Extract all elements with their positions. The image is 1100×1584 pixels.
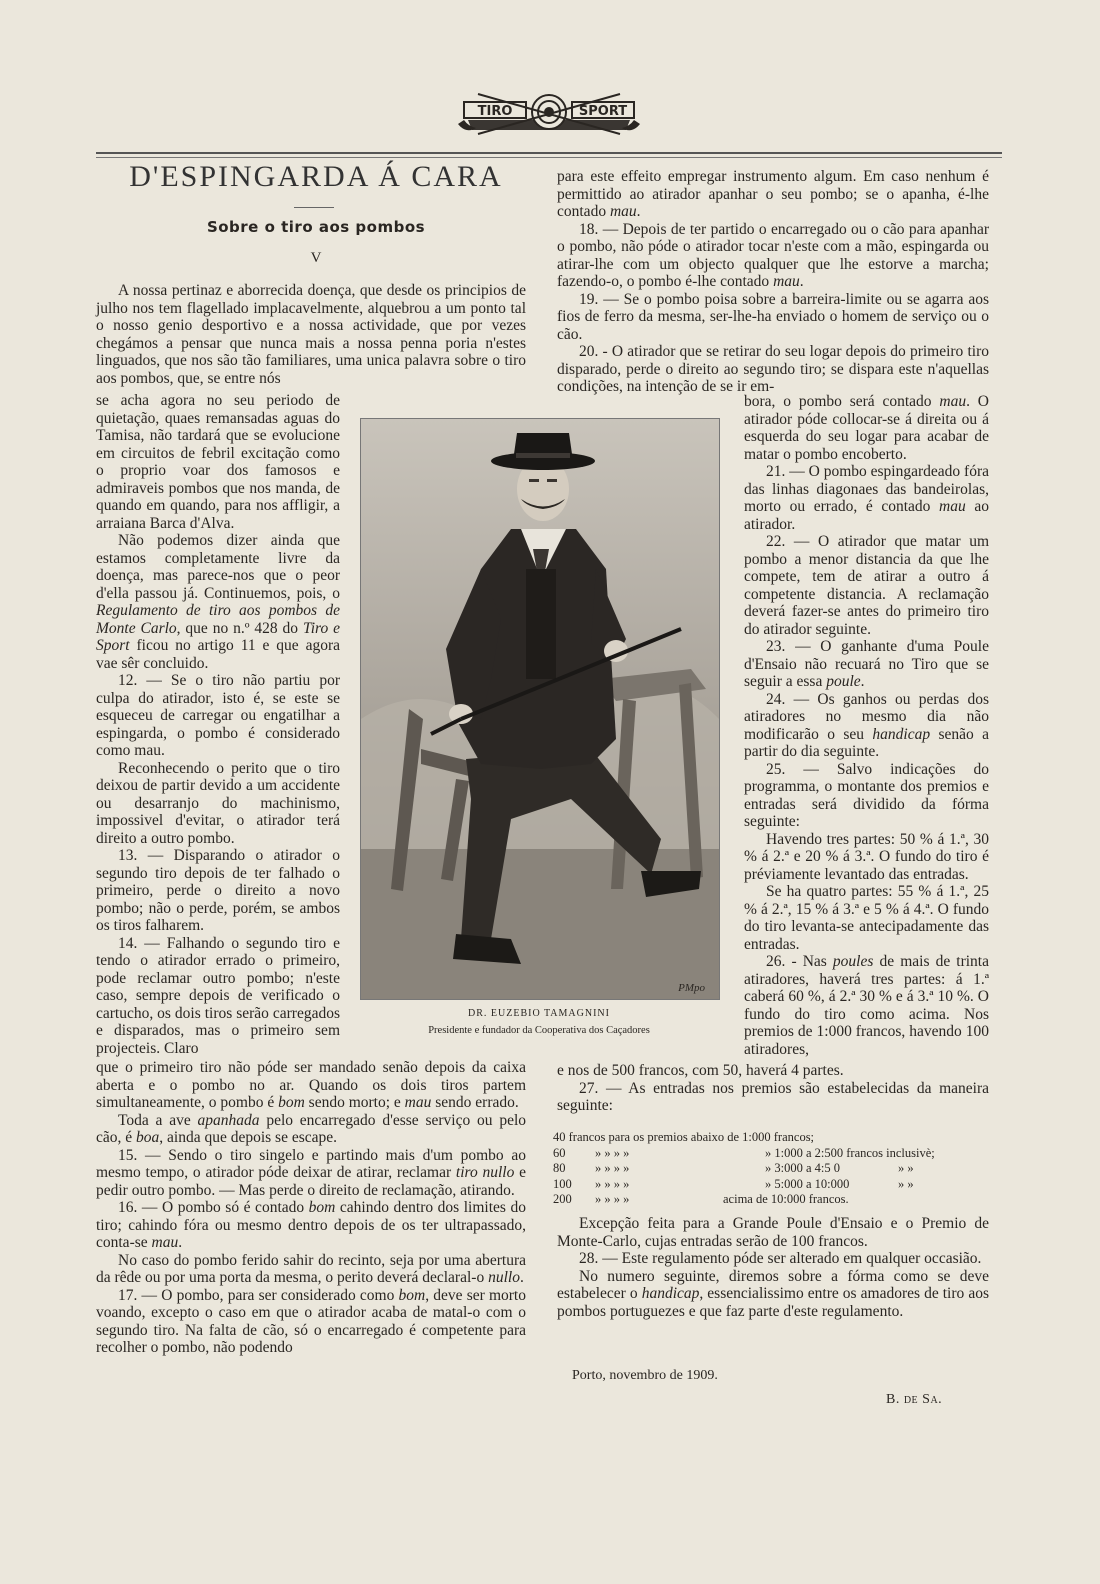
paragraph: 16. — O pombo só é contado bom cahindo dentro dos limites do tiro; cahindo fóra ou mesmo dentro depois de os ter ultrapassado, conta-se mau. [96,1199,526,1251]
divider [294,207,334,208]
table-cell: 60 [553,1145,566,1160]
table-cell: » » » » [595,1145,630,1160]
table-row [553,1130,993,1146]
paragraph: 13. — Disparando o atirador o segundo tiro depois de ter falhado o primeiro, perde o direito a novo pombo; não o perde, porém, se ambos os tiros falharem. [96,847,340,934]
table-cell: 80 [553,1161,566,1175]
paragraph: que o primeiro tiro não póde ser mandado senão depois da caixa aberta e o pombo no ar. Quando os dois tiros partem simultaneamente, o pombo é bom sendo morto; e mau sendo errado. [96,1059,526,1111]
paragraph: bora, o pombo será contado mau. O atirador póde collocar-se á direita ou á esquerda do seu logar para acabar de matar o pombo encoberto. [744,393,989,463]
paragraph: 14. — Falhando o segundo tiro e tendo o atirador errado o primeiro, pode reclamar outro pombo; n'este caso, sempre depois de verificado o cartucho, os dois tiros serão carregados e disparados, mas o primeiro sem projecteis. Claro [96,934,340,1057]
table-cell: 40 francos para os premios abaixo de 1:000 francos; [553,1130,815,1144]
text-block [96,282,526,387]
table-row [553,1177,993,1193]
table-row [553,1146,993,1162]
paragraph: 26. - Nas poules de mais de trinta atiradores, haverá tres partes: á 1.ª caberá 60 %, á 2.ª 30 % e á 3.ª 10 %. O fundo do tiro como acima. Nos premios de 1:000 francos, havendo 100 atiradores, [744,953,989,1058]
paragraph: se acha agora no seu periodo de quietação, quaes remansadas aguas do Tamisa, não tardará que se evolucione em circuitos de febril excitação como o proprio voar dos famosos e admiraveis pombos que nos manda, de quando em quando, para nos affligir, a arraiana Barca d'Alva. [96,392,340,532]
portrait-photo [360,418,720,1000]
svg-text:SPORT: SPORT [578,104,628,119]
text-block [557,168,989,396]
paragraph: 24. — Os ganhos ou perdas dos atiradores no mesmo dia não modificarão o seu handicap senão a partir do dia seguinte. [744,690,990,760]
table-cell: » » [898,1176,914,1191]
paragraph: para este effeito empregar instrumento algum. Em caso nenhum é permittido ao atirador apanhar o seu pombo; se o apanha, é-lhe contado mau. [557,168,989,220]
table-row [553,1161,993,1177]
paragraph: 28. — Este regulamento póde ser alterado em qualquer occasião. [579,1250,982,1267]
paragraph: Reconhecendo o perito que o tiro deixou de partir devido a um accidente ou desarranjo do machinismo, impossivel d'evitar, o atirador terá direito a outro pombo. [96,759,340,847]
text-block [557,1062,989,1115]
table-cell: » 1:000 a 2:500 francos inclusivè; [765,1145,935,1160]
paragraph: 25. — Salvo indicações do programma, o montante dos premios e entradas será dividido da fórma seguinte: [744,760,989,830]
table-cell: » » » » [595,1161,630,1175]
entry-fee-table [553,1130,993,1208]
paragraph: A nossa pertinaz e aborrecida doença, que desde os principios de julho nos tem flagellado implacavelmente, alquebrou a um ponto tal o nosso genio desportivo e a nossa actividade, que por vezes chegámos a pensar que nunca mais a nossa penna poria n'estes linguados, que nos são tão familiares, uma unica palavra sobre o tiro aos pombos, que, se entre nós [96,282,526,387]
paragraph: 21. — O pombo espingardeado fóra das linhas diagonaes das bandeirolas, morto ou errado, é contado mau ao atirador. [744,463,989,533]
table-cell: 100 [553,1176,572,1191]
masthead-logo [458,90,640,138]
paragraph: 17. — O pombo, para ser considerado como bom, deve ser morto voando, excepto o caso em que o atirador acaba de matal-o com o segundo tiro. Na falta de cão, só o encarregado é competente para recolher o pombo, não podendo [96,1286,526,1356]
table-cell: 200 [553,1192,572,1206]
header-rule [96,157,1002,158]
paragraph: 12. — Se o tiro não partiu por culpa do atirador, isto é, se este se esqueceu de carregar ou engatilhar a espingarda, o pombo é considerado como mau. [96,672,340,759]
paragraph: e nos de 500 francos, com 50, haverá 4 partes. [557,1062,844,1079]
text-block [557,1215,989,1320]
paragraph: Toda a ave apanhada pelo encarregado d'esse serviço ou pelo cão, é boa, ainda que depois se escape. [96,1111,527,1146]
place-date: Porto, novembro de 1909. [572,1368,718,1383]
photographer-mark: PMpo [678,982,705,994]
table-cell: » 3:000 a 4:5 0 [765,1161,840,1175]
text-block [96,392,340,1057]
portrait-illustration [361,419,719,999]
paragraph: Se ha quatro partes: 55 % á 1.ª, 25 % á 2.ª, 15 % á 3.ª e 5 % á 4.ª. O fundo do tiro levanta-se antecipadamente das entradas. [744,883,989,953]
article-title: D'ESPINGARDA Á CARA [129,160,503,193]
section-number: V [310,250,322,266]
text-block [744,393,989,1058]
paragraph: 27. — As entradas nos premios são estabelecidas da maneira seguinte: [557,1079,989,1114]
table-cell: » 5:000 a 10:000 [765,1176,850,1191]
photo-caption-name: DR. EUZEBIO TAMAGNINI [468,1008,610,1019]
paragraph: Havendo tres partes: 50 % á 1.ª, 30 % á 2.ª e 20 % á 3.ª. O fundo do tiro é préviamente levantado das entradas. [744,830,989,883]
table-row [553,1192,993,1208]
author-signature: B. de Sa. [886,1392,943,1407]
svg-text:TIRO: TIRO [477,104,513,119]
table-cell: acima de 10:000 francos. [723,1192,849,1206]
paragraph: 22. — O atirador que matar um pombo a menor distancia da que lhe compete, tem de atirar a outro á competente distancia. A reclamação deverá fazer-se antes do primeiro tiro do atirador seguinte. [744,533,989,638]
paragraph: Excepção feita para a Grande Poule d'Ensaio e o Premio de Monte-Carlo, cujas entradas serão de 100 francos. [557,1215,989,1250]
table-cell: » » » » [595,1176,630,1191]
paragraph: 20. - O atirador que se retirar do seu logar depois do primeiro tiro disparado, perde o direito ao segundo tiro; se dispara este n'aquellas condições, na intenção de se ir em- [557,343,989,395]
paragraph: Não podemos dizer ainda que estamos completamente livre da doença, mas parece-nos que o peor d'ella passou já. Continuemos, pois, o Regulamento de tiro aos pombos de Monte Carlo, que no n.º 428 do Tiro e Sport ficou no artigo 11 e que agora vae sêr concluido. [96,532,340,672]
paragraph: 19. — Se o pombo poisa sobre a barreira-limite ou se agarra aos fios de ferro da mesma, ser-lhe-ha enviado o homem de serviço ou o cão. [557,290,989,343]
paragraph: 15. — Sendo o tiro singelo e partindo mais d'um pombo ao mesmo tempo, o atirador póde deixar de atirar, reclamar tiro nullo e pedir outro pombo. — Mas perde o direito de reclamação, atirando. [96,1146,526,1199]
target-rifles-logo-icon [458,90,640,138]
paragraph: 23. — O ganhante d'uma Poule d'Ensaio não recuará no Tiro que se seguir a essa poule. [744,638,989,690]
paragraph: No numero seguinte, diremos sobre a fórma como se deve estabelecer o handicap, essencialissimo entre os amadores de tiro aos pombos portuguezes e que faz parte d'este regulamento. [557,1267,989,1320]
paragraph: 18. — Depois de ter partido o encarregado ou o cão para apanhar o pombo, não póde o atirador tocar n'este com a mão, espingarda ou atirar-lhe com um objecto qualquer que lhe estorve a marcha; fazendo-o, o pombo é-lhe contado mau. [557,220,989,290]
article-subtitle: Sobre o tiro aos pombos [206,218,426,236]
header-rule [96,152,1002,154]
text-block [96,1059,526,1357]
photo-caption-role: Presidente e fundador da Cooperativa dos Caçadores [428,1025,650,1036]
table-cell: » » » » [595,1192,630,1206]
table-cell: » » [898,1161,914,1175]
paragraph: No caso do pombo ferido sahir do recinto, seja por uma abertura da rêde ou por uma porta da mesma, o perito deverá declaral-o nullo. [96,1251,526,1286]
